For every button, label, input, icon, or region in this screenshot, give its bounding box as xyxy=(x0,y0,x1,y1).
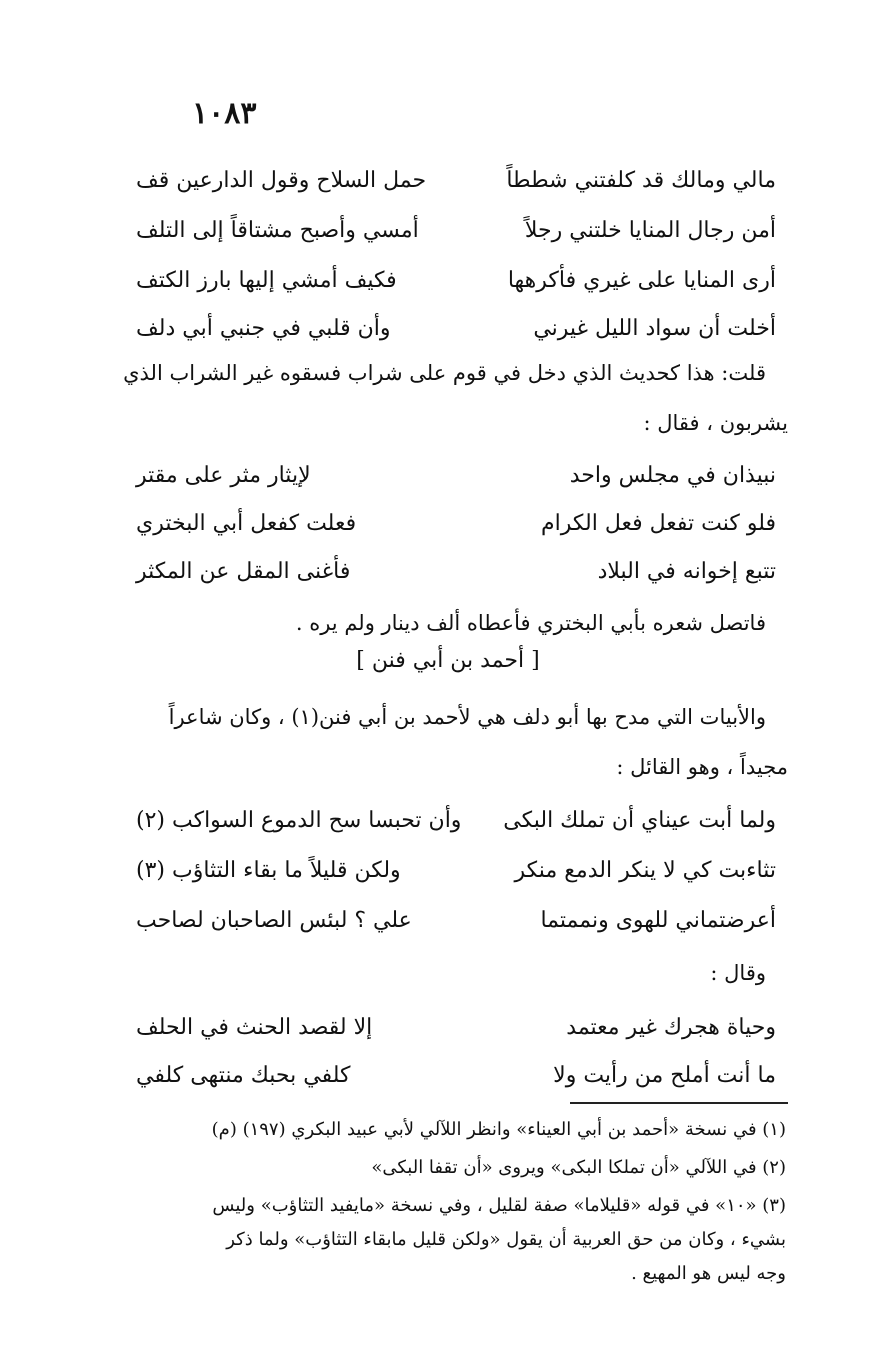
verse-first-hemistich: مالي ومالك قد كلفتني شططاً xyxy=(506,167,776,193)
verse-second-hemistich: فعلت كفعل أبي البختري xyxy=(136,510,357,536)
prose-line: والأبيات التي مدح بها أبو دلف هي لأحمد بن أبي فنن(١) ، وكان شاعراً xyxy=(168,705,766,729)
verse-line xyxy=(136,546,776,596)
verse-line xyxy=(136,795,776,845)
verse-second-hemistich: فكيف أمشي إليها بارز الكتف xyxy=(136,267,397,293)
verse-first-hemistich: أعرضتماني للهوى ونممتما xyxy=(540,907,776,933)
verse-first-hemistich: ما أنت أملح من رأيت ولا xyxy=(553,1062,776,1088)
verse-line xyxy=(136,895,776,945)
prose-line: فاتصل شعره بأبي البختري فأعطاه ألف دينار ولم يره . xyxy=(295,611,766,635)
verse-second-hemistich: لإيثار مثر على مقتر xyxy=(136,462,311,488)
prose-line: مجيداً ، وهو القائل : xyxy=(616,755,788,779)
verse-first-hemistich: أمن رجال المنايا خلتني رجلاً xyxy=(524,217,776,243)
verse-line xyxy=(136,845,776,895)
verse-second-hemistich: كلفي بحبك منتهى كلفي xyxy=(136,1062,351,1088)
verse-second-hemistich: علي ؟ لبئس الصاحبان لصاحب xyxy=(136,907,412,933)
verse-second-hemistich: وأن قلبي في جنبي أبي دلف xyxy=(136,315,391,341)
verse-second-hemistich: فأغنى المقل عن المكثر xyxy=(136,558,351,584)
footnote-continuation: وجه ليس هو المهيع . xyxy=(631,1263,786,1284)
verse-line xyxy=(136,1050,776,1100)
verse-line xyxy=(136,255,776,305)
page-number: ١٠٨٣ xyxy=(192,96,257,131)
verse-first-hemistich: أرى المنايا على غيري فأكرهها xyxy=(507,267,776,293)
verse-line xyxy=(136,498,776,548)
verse-first-hemistich: أخلت أن سواد الليل غيرني xyxy=(533,315,776,341)
footnote: (٣) «١٠» في قوله «قليلاما» صفة لقليل ، وفي نسخة «مايفيد التثاؤب» وليس xyxy=(212,1195,786,1216)
verse-line xyxy=(136,205,776,255)
verse-second-hemistich: أمسي وأصبح مشتاقاً إلى التلف xyxy=(136,217,419,243)
verse-line xyxy=(136,1002,776,1052)
verse-first-hemistich: نبيذان في مجلس واحد xyxy=(569,462,776,488)
verse-second-hemistich: إلا لقصد الحنث في الحلف xyxy=(136,1014,373,1040)
footnote-divider xyxy=(570,1102,788,1104)
verse-first-hemistich: تثاءبت كي لا ينكر الدمع منكر xyxy=(514,857,776,883)
prose-line: يشربون ، فقال : xyxy=(643,411,788,435)
section-heading: [ أحمد بن أبي فنن ] xyxy=(356,648,540,673)
verse-first-hemistich: فلو كنت تفعل فعل الكرام xyxy=(540,510,776,536)
verse-second-hemistich: ولكن قليلاً ما بقاء التثاؤب (٣) xyxy=(136,857,401,883)
verse-line xyxy=(136,303,776,353)
prose-line: وقال : xyxy=(710,961,766,985)
verse-first-hemistich: وحياة هجرك غير معتمد xyxy=(566,1014,776,1040)
verse-first-hemistich: ولما أبت عيناي أن تملك البكى xyxy=(503,807,776,833)
verse-line xyxy=(136,155,776,205)
verse-second-hemistich: وأن تحبسا سح الدموع السواكب (٢) xyxy=(136,807,462,833)
footnote-continuation: بشيء ، وكان من حق العربية أن يقول «ولكن قليل مابقاء التثاؤب» ولما ذكر xyxy=(226,1229,786,1250)
footnote: (٢) في اللآلي «أن تملكا البكى» ويروى «أن تقفا البكى» xyxy=(371,1157,786,1178)
footnote: (١) في نسخة «أحمد بن أبي العيناء» وانظر اللآلي لأبي عبيد البكري (١٩٧) (م) xyxy=(211,1119,786,1140)
verse-line xyxy=(136,450,776,500)
prose-line: قلت: هذا كحديث الذي دخل في قوم على شراب فسقوه غير الشراب الذي xyxy=(123,361,766,385)
verse-first-hemistich: تتبع إخوانه في البلاد xyxy=(597,558,776,584)
verse-second-hemistich: حمل السلاح وقول الدارعين قف xyxy=(136,167,427,193)
